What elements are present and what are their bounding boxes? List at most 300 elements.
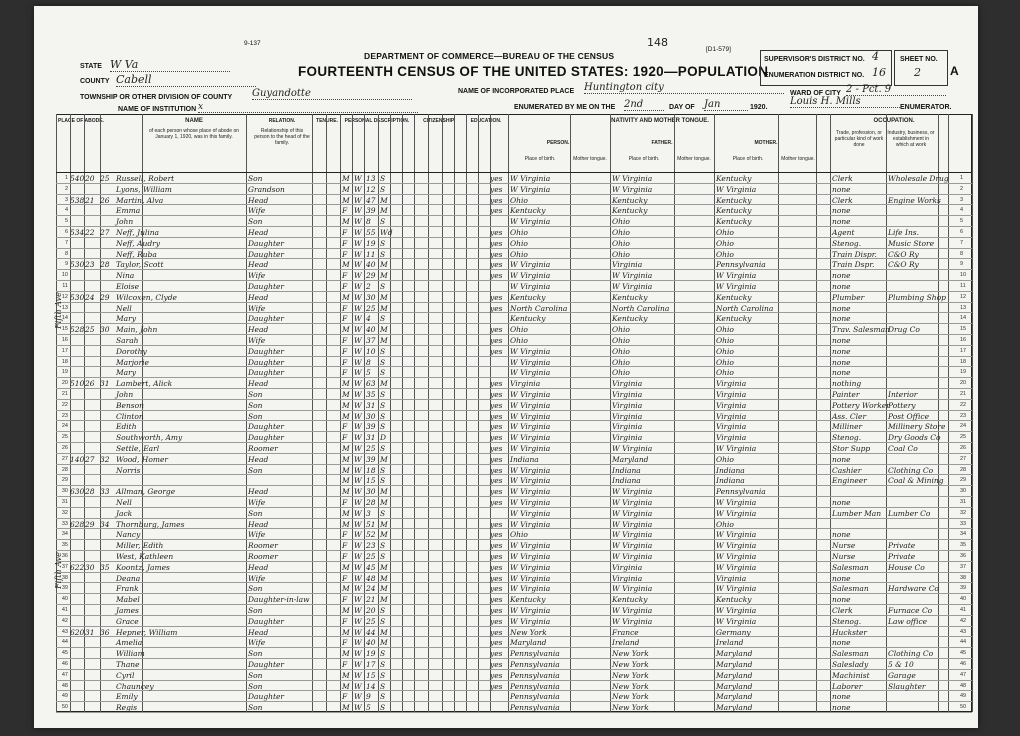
page-title: FOURTEENTH CENSUS OF THE UNITED STATES: 1920—POPULATION	[298, 64, 769, 79]
cell-fbirth: Ohio	[612, 249, 630, 259]
cell-ms: M	[380, 292, 388, 302]
cell-age: 14	[366, 681, 376, 691]
line-number: 13	[61, 304, 68, 311]
line-number-right: 46	[960, 661, 967, 667]
cell-eng: yes	[490, 649, 503, 659]
cell-rel: Son	[248, 584, 263, 594]
cell-name: Hepner, William	[116, 627, 178, 637]
cell-race: W	[354, 228, 362, 237]
cell-mbirth: Germany	[716, 627, 751, 637]
cell-occ: none	[832, 498, 851, 507]
cell-dwell: 630	[70, 487, 85, 497]
line-number-right: 12	[960, 293, 967, 300]
township-value: Guyandotte	[252, 88, 412, 100]
institution-value: x	[198, 102, 418, 113]
cell-birth: Kentucky	[510, 314, 546, 324]
cell-rel: Head	[248, 292, 269, 302]
cell-fbirth: W Virginia	[612, 616, 653, 626]
cell-fbirth: Indiana	[612, 465, 641, 475]
line-number-right: 14	[960, 315, 967, 322]
cell-birth: W Virginia	[510, 346, 551, 356]
cell-fbirth: Kentucky	[612, 206, 648, 216]
cell-race: W	[354, 465, 362, 475]
cell-name: Sarah	[116, 336, 139, 345]
cell-occ: Agent	[832, 228, 855, 237]
cell-ms: M	[380, 487, 388, 497]
cell-age: 8	[366, 357, 371, 367]
header-tenure: TENURE.	[316, 118, 338, 124]
cell-birth: Pennsylvania	[510, 649, 560, 659]
line-number-right: 33	[960, 520, 967, 527]
cell-name: Neff, Ruba	[116, 249, 157, 259]
line-number: 48	[61, 682, 68, 689]
cell-occ: Nurse	[832, 541, 856, 551]
line-number-right: 24	[960, 423, 967, 430]
cell-birth: W Virginia	[510, 573, 551, 583]
cell-rel: Son	[248, 681, 263, 691]
cell-name: John	[116, 390, 134, 399]
cell-rel: Daughter	[248, 616, 284, 626]
cell-rel: Son	[248, 217, 263, 227]
cell-rel: Son	[248, 703, 263, 713]
cell-rel: Wife	[248, 530, 266, 540]
cell-ms: M	[380, 519, 388, 529]
cell-fbirth: Ohio	[612, 238, 630, 248]
line-number-right: 9	[960, 261, 964, 268]
cell-race: W	[354, 498, 362, 507]
cell-sex: M	[342, 562, 350, 572]
line-number-right: 17	[960, 347, 967, 354]
cell-mbirth: W Virginia	[716, 271, 757, 281]
line-number-right: 23	[960, 412, 967, 419]
line-number-right: 42	[960, 617, 967, 624]
cell-fbirth: Ohio	[612, 336, 630, 345]
cell-race: W	[354, 249, 362, 259]
line-number: 15	[61, 326, 68, 333]
cell-race: W	[354, 454, 362, 464]
line-number: 35	[61, 542, 68, 549]
cell-eng: yes	[490, 595, 503, 605]
cell-sex: F	[342, 692, 348, 702]
cell-name: Wood, Homer	[116, 454, 168, 464]
cell-rel: Son	[248, 400, 263, 410]
line-number-right: 29	[960, 477, 967, 484]
cell-rel: Daughter	[248, 238, 284, 248]
cell-birth: W Virginia	[510, 465, 551, 475]
cell-race: W	[354, 325, 362, 335]
cell-fbirth: France	[612, 627, 639, 637]
cell-name: Amelia	[116, 638, 143, 648]
cell-race: W	[354, 336, 362, 345]
cell-eng: yes	[490, 670, 503, 680]
line-number: 38	[61, 574, 68, 581]
cell-ind: Plumbing Shop	[888, 292, 946, 302]
cell-mbirth: Pennsylvania	[716, 487, 766, 497]
line-number-right: 15	[960, 326, 967, 333]
cell-ms: S	[380, 703, 386, 713]
cell-name: West, Kathleen	[116, 552, 174, 561]
sheet-value: 2	[914, 66, 921, 79]
cell-fbirth: Ohio	[612, 228, 630, 237]
line-number: 20	[61, 380, 68, 387]
cell-age: 8	[366, 217, 371, 227]
cell-fbirth: W Virginia	[612, 271, 653, 281]
cell-sex: M	[342, 627, 350, 637]
cell-rel: Son	[248, 465, 263, 475]
cell-seq: 30	[100, 325, 110, 335]
line-number: 36	[61, 553, 68, 559]
cell-birth: Ohio	[510, 238, 528, 248]
header-education: EDUCATION.	[470, 118, 502, 124]
cell-name: Wilcoxen, Clyde	[116, 292, 177, 302]
header-father-tongue: Mother tongue.	[677, 156, 711, 162]
cell-seq: 27	[100, 228, 110, 237]
cell-rel: Son	[248, 649, 263, 659]
cell-race: W	[354, 595, 362, 605]
cell-sex: M	[342, 390, 350, 399]
line-number: 27	[61, 455, 68, 462]
cell-fbirth: Kentucky	[612, 195, 648, 205]
cell-sex: M	[342, 606, 350, 615]
cell-sex: M	[342, 670, 350, 680]
cell-rel: Son	[248, 390, 263, 399]
line-number-right: 7	[960, 239, 964, 246]
cell-ms: M	[380, 562, 388, 572]
cell-age: 25	[366, 552, 376, 561]
cell-birth: W Virginia	[510, 368, 551, 378]
cell-fam: 29	[85, 519, 95, 529]
cell-rel: Head	[248, 454, 269, 464]
cell-name: Russell, Robert	[116, 174, 175, 183]
cell-ms: M	[380, 584, 388, 594]
enumerated-label: ENUMERATED BY ME ON THE	[514, 104, 616, 111]
cell-rel: Grandson	[248, 184, 285, 194]
cell-ms: S	[380, 606, 386, 615]
cell-fbirth: W Virginia	[612, 508, 653, 518]
cell-fam: 25	[85, 325, 95, 335]
cell-mbirth: Virginia	[716, 379, 747, 389]
line-number-right: 40	[960, 596, 967, 603]
line-number-right: 5	[960, 218, 964, 225]
cell-sex: M	[342, 325, 350, 335]
cell-race: W	[354, 616, 362, 626]
cell-race: W	[354, 681, 362, 691]
cell-mbirth: Kentucky	[716, 174, 752, 183]
cell-mbirth: Kentucky	[716, 595, 752, 605]
sheet-label: SHEET NO.	[900, 56, 938, 63]
cell-age: 9	[366, 692, 371, 702]
cell-race: W	[354, 379, 362, 389]
cell-sex: M	[342, 487, 350, 497]
cell-age: 15	[366, 476, 376, 486]
cell-age: 25	[366, 444, 376, 453]
line-number-right: 35	[960, 542, 967, 549]
cell-eng: yes	[490, 660, 503, 669]
line-number: 31	[61, 499, 68, 505]
cell-rel: Roomer	[248, 552, 278, 561]
cell-sex: F	[342, 595, 348, 605]
cell-sex: F	[342, 616, 348, 626]
cell-sex: M	[342, 519, 350, 529]
cell-fbirth: Ohio	[612, 368, 630, 378]
cell-fbirth: Ireland	[612, 638, 640, 648]
cell-fbirth: W Virginia	[612, 498, 653, 507]
cell-ind: Furnace Co	[888, 606, 933, 615]
cell-ms: S	[380, 616, 386, 626]
cell-sex: M	[342, 174, 350, 183]
cell-ms: S	[380, 174, 386, 183]
cell-occ: Stenog.	[832, 238, 862, 248]
cell-race: W	[354, 584, 362, 594]
line-number-right: 18	[960, 358, 967, 365]
cell-birth: W Virginia	[510, 519, 551, 529]
cell-race: W	[354, 649, 362, 659]
line-number: 12	[61, 293, 68, 300]
cell-rel: Daughter	[248, 660, 284, 669]
cell-race: W	[354, 271, 362, 281]
line-number: 9	[64, 261, 68, 268]
cell-eng: yes	[490, 195, 503, 205]
cell-sex: F	[342, 660, 348, 669]
cell-eng: yes	[490, 184, 503, 194]
cell-occ: Milliner	[832, 422, 863, 432]
cell-name: Martin, Alva	[116, 195, 164, 205]
line-number: 5	[64, 218, 68, 225]
cell-birth: Pennsylvania	[510, 670, 560, 680]
cell-race: W	[354, 476, 362, 486]
header-relation-desc: Relationship of this person to the head of the family.	[254, 128, 310, 146]
line-number: 23	[61, 412, 68, 419]
cell-mbirth: Ohio	[716, 238, 734, 248]
cell-mbirth: W Virginia	[716, 552, 757, 561]
cell-rel: Daughter	[248, 433, 284, 443]
cell-fam: 21	[85, 195, 95, 205]
header-rule	[56, 172, 972, 173]
cell-eng: yes	[490, 530, 503, 540]
cell-occ: none	[832, 314, 851, 324]
cell-name: Cyril	[116, 670, 135, 680]
line-number: 7	[64, 239, 68, 246]
cell-mbirth: Kentucky	[716, 195, 752, 205]
cell-rel: Roomer	[248, 541, 278, 551]
cell-name: Lambert, Alick	[116, 379, 173, 389]
cell-occ: Ass. Cler	[832, 411, 867, 421]
cell-birth: Kentucky	[510, 206, 546, 216]
header-place-of-abode: PLACE OF ABODE.	[58, 118, 104, 124]
cell-birth: W Virginia	[510, 260, 551, 270]
cell-race: W	[354, 292, 362, 302]
cell-fbirth: Virginia	[612, 422, 643, 432]
cell-age: 5	[366, 368, 371, 378]
cell-mbirth: Virginia	[716, 422, 747, 432]
cell-birth: Ohio	[510, 228, 528, 237]
cell-mbirth: W Virginia	[716, 584, 757, 594]
cell-fbirth: W Virginia	[612, 541, 653, 551]
cell-fbirth: Virginia	[612, 411, 643, 421]
cell-ms: S	[380, 541, 386, 551]
cell-race: W	[354, 606, 362, 615]
cell-name: John	[116, 217, 134, 227]
cell-mbirth: Kentucky	[716, 206, 752, 216]
cell-ind: House Co	[888, 562, 925, 572]
cell-sex: M	[342, 454, 350, 464]
cell-name: Dorothy	[116, 346, 147, 356]
cell-seq: 34	[100, 519, 110, 529]
cell-eng: yes	[490, 681, 503, 691]
cell-rel: Daughter	[248, 422, 284, 432]
cell-occ: none	[832, 357, 851, 367]
cell-eng: yes	[490, 422, 503, 432]
cell-occ: Nurse	[832, 552, 856, 561]
cell-age: 39	[366, 206, 376, 216]
line-number: 44	[61, 639, 68, 646]
header-name-desc: of each person whose place of abode on January 1, 1920, was in this family.	[148, 128, 240, 140]
line-number-right: 27	[960, 455, 967, 462]
cell-rel: Head	[248, 562, 269, 572]
cell-race: W	[354, 541, 362, 551]
cell-sex: F	[342, 422, 348, 432]
cell-ind: Coal Co	[888, 444, 918, 453]
cell-age: 25	[366, 303, 376, 313]
cell-ms: S	[380, 670, 386, 680]
cell-race: W	[354, 206, 362, 216]
line-number-right: 11	[960, 283, 966, 289]
cell-dwell: 140	[70, 454, 85, 464]
cell-eng: yes	[490, 476, 503, 486]
cell-occ: Saleslady	[832, 660, 869, 669]
cell-name: Benson	[116, 400, 144, 410]
cell-mbirth: North Carolina	[716, 303, 774, 313]
cell-occ: Clerk	[832, 174, 853, 183]
cell-name: Eloise	[116, 282, 140, 291]
cell-mbirth: Maryland	[716, 670, 753, 680]
cell-ms: S	[380, 282, 386, 291]
cell-ind: Clothing Co	[888, 465, 934, 475]
cell-age: 51	[366, 519, 376, 529]
cell-name: Koontz, James	[116, 562, 170, 572]
cell-rel: Head	[248, 325, 269, 335]
cell-eng: yes	[490, 260, 503, 270]
cell-race: W	[354, 217, 362, 227]
cell-ms: M	[380, 260, 388, 270]
cell-mbirth: Indiana	[716, 465, 745, 475]
cell-age: 17	[366, 660, 376, 669]
cell-occ: Stor Supp	[832, 444, 871, 453]
line-number: 10	[61, 272, 68, 279]
cell-age: 31	[366, 433, 376, 443]
line-number: 39	[61, 585, 68, 592]
cell-ms: S	[380, 400, 386, 410]
cell-birth: North Carolina	[510, 303, 568, 313]
cell-rel: Head	[248, 627, 269, 637]
cell-sex: M	[342, 411, 350, 421]
cell-name: Thane	[116, 660, 140, 669]
cell-birth: Ohio	[510, 530, 528, 540]
cell-fbirth: North Carolina	[612, 303, 670, 313]
line-number: 17	[61, 347, 68, 354]
cell-fbirth: Virginia	[612, 562, 643, 572]
cell-occ: none	[832, 184, 851, 194]
enumeration-value: 16	[872, 66, 886, 79]
cell-eng: yes	[490, 379, 503, 389]
cell-race: W	[354, 433, 362, 443]
cell-birth: Indiana	[510, 454, 539, 464]
cell-sex: M	[342, 184, 350, 194]
cell-eng: yes	[490, 292, 503, 302]
header-mother-tongue: Mother tongue.	[781, 156, 815, 162]
year-label: 1920.	[750, 104, 768, 111]
cell-name: Chauncey	[116, 681, 154, 691]
cell-name: Frank	[116, 584, 139, 594]
cell-fbirth: Kentucky	[612, 314, 648, 324]
cell-race: W	[354, 422, 362, 432]
cell-race: W	[354, 487, 362, 497]
cell-birth: Maryland	[510, 638, 547, 648]
cell-eng: yes	[490, 411, 503, 421]
header-name: NAME	[185, 118, 203, 124]
cell-occ: Engineer	[832, 476, 867, 486]
line-number: 37	[61, 563, 68, 570]
cell-ind: Hardware Co	[888, 584, 939, 594]
cell-ms: S	[380, 314, 386, 324]
cell-occ: none	[832, 303, 851, 313]
cell-race: W	[354, 530, 362, 540]
ward-value: 2 - Pct. 9	[846, 84, 946, 96]
cell-age: 40	[366, 260, 376, 270]
cell-name: Main, John	[116, 325, 158, 335]
cell-age: 63	[366, 379, 376, 389]
cell-rel: Wife	[248, 573, 266, 583]
cell-ms: M	[380, 595, 388, 605]
cell-fbirth: Ohio	[612, 357, 630, 367]
cell-ms: M	[380, 336, 388, 345]
header-person-tongue: Mother tongue.	[573, 156, 607, 162]
cell-ms: S	[380, 476, 386, 486]
cell-occ: Laborer	[832, 681, 863, 691]
state-value: W Va	[110, 58, 230, 72]
cell-eng: yes	[490, 206, 503, 216]
cell-birth: W Virginia	[510, 184, 551, 194]
cell-eng: yes	[490, 465, 503, 475]
cell-sex: M	[342, 465, 350, 475]
cell-occ: Salesman	[832, 562, 869, 572]
cell-birth: W Virginia	[510, 584, 551, 594]
cell-occ: Plumber	[832, 292, 865, 302]
cell-birth: W Virginia	[510, 282, 551, 291]
cell-age: 52	[366, 530, 376, 540]
cell-age: 30	[366, 292, 376, 302]
cell-ind: Garage	[888, 670, 916, 680]
cell-fbirth: W Virginia	[612, 519, 653, 529]
line-number-right: 37	[960, 563, 967, 570]
cell-eng: yes	[490, 552, 503, 561]
cell-race: W	[354, 184, 362, 194]
line-number-right: 36	[960, 553, 967, 559]
cell-ms: S	[380, 692, 386, 702]
cell-birth: Ohio	[510, 249, 528, 259]
cell-name: Edith	[116, 422, 137, 432]
line-number-right: 25	[960, 434, 967, 441]
cell-seq: 31	[100, 379, 110, 389]
cell-rel: Son	[248, 411, 263, 421]
cell-fbirth: W Virginia	[612, 174, 653, 183]
cell-race: W	[354, 390, 362, 399]
line-number-right: 39	[960, 585, 967, 592]
cell-mbirth: Ohio	[716, 346, 734, 356]
cell-fbirth: W Virginia	[612, 282, 653, 291]
cell-ind: Private	[888, 541, 916, 551]
incorporated-value: Huntington city	[584, 82, 784, 94]
